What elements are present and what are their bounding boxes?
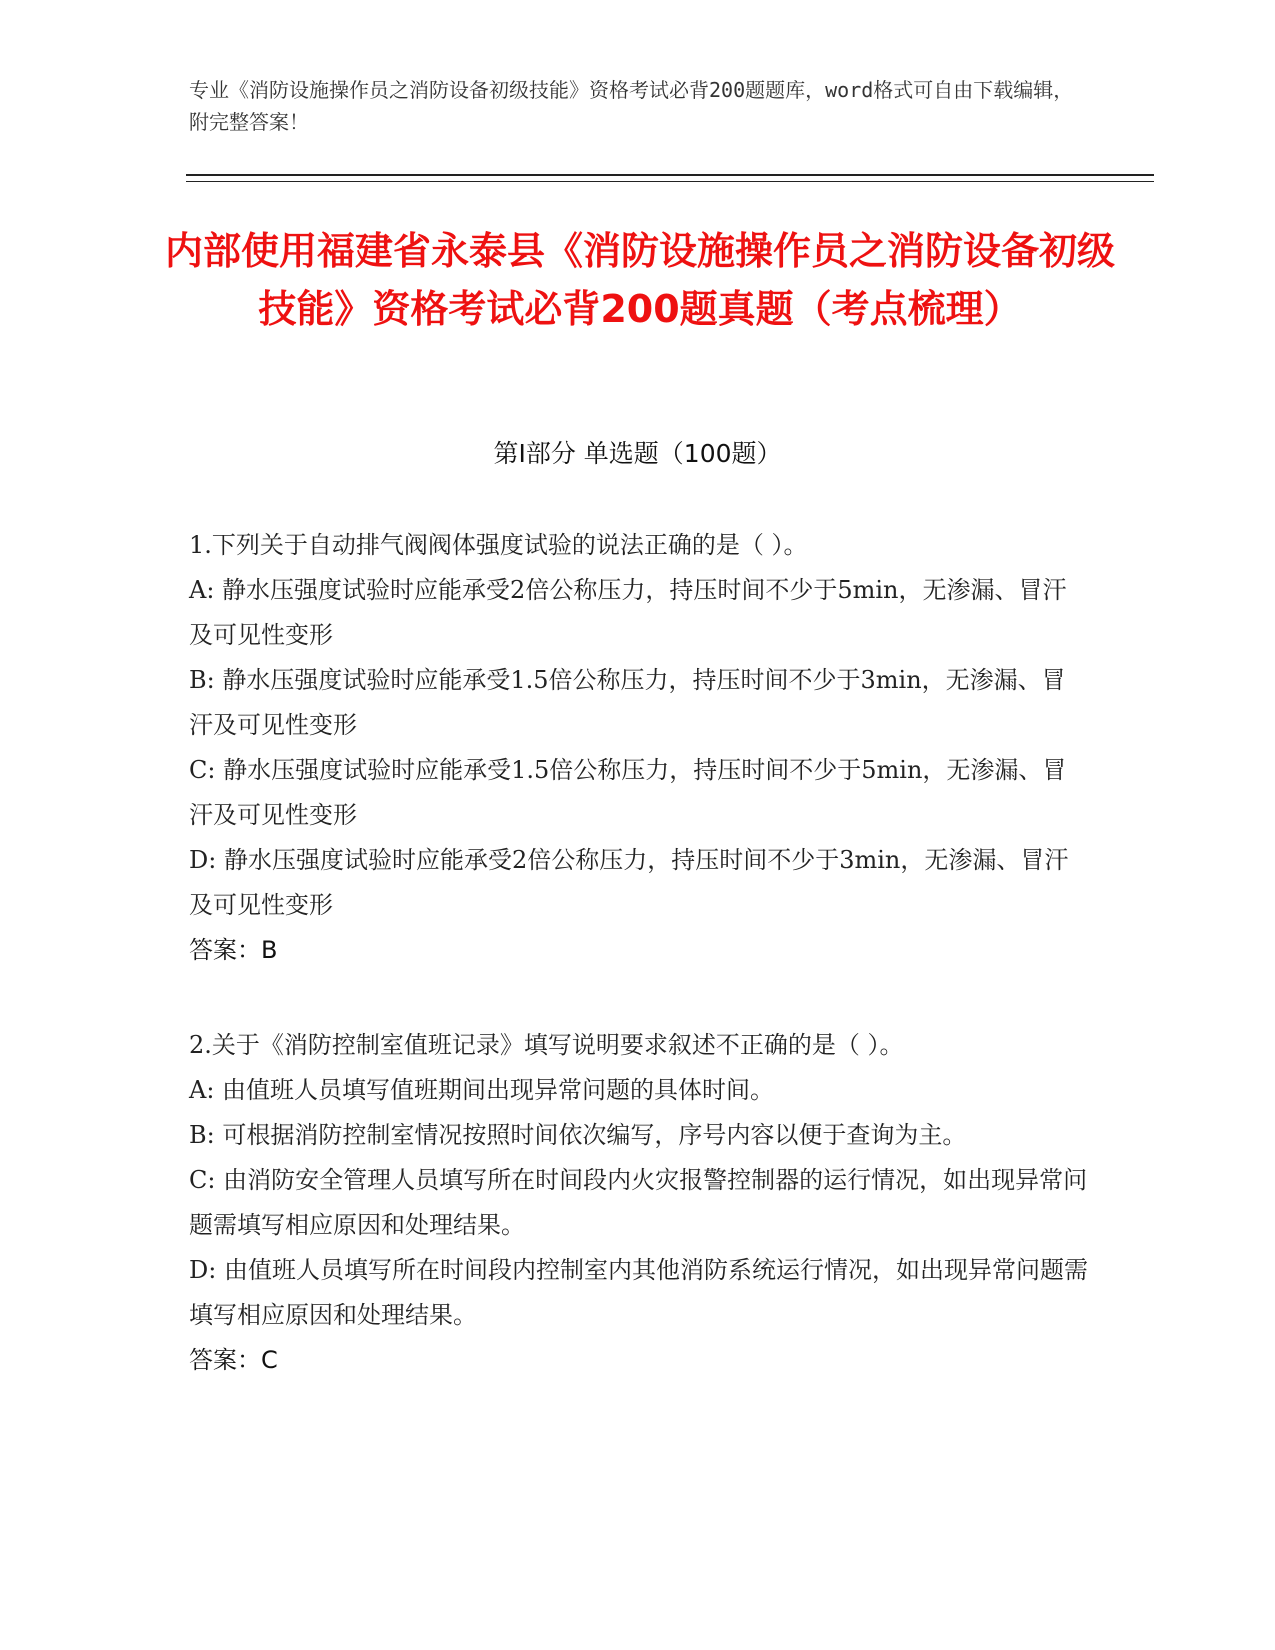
header-divider-thick: [186, 174, 1154, 176]
question-2: [189, 1023, 1089, 1383]
option-a: A: 静水压强度试验时应能承受2倍公称压力，持压时间不少于5min，无渗漏、冒汗及可见性变形: [189, 576, 1067, 649]
answer: 答案：B: [189, 936, 278, 964]
option-b: B: 静水压强度试验时应能承受1.5倍公称压力，持压时间不少于3min，无渗漏、冒汗及可见性变形: [189, 666, 1066, 739]
answer: 答案：C: [189, 1346, 278, 1374]
option-c: C: 由消防安全管理人员填写所在时间段内火灾报警控制器的运行情况，如出现异常问题需填写相应原因和处理结果。: [189, 1166, 1088, 1239]
header-note: 专业《消防设施操作员之消防设备初级技能》资格考试必背200题题库，word格式可自由下载编辑，附完整答案！: [189, 78, 1074, 134]
section-title: 第Ⅰ部分 单选题（100题）: [493, 439, 782, 468]
document-title: 内部使用福建省永泰县《消防设施操作员之消防设备初级技能》资格考试必背200题真题（考点梳理）: [164, 229, 1115, 331]
option-d: D: 由值班人员填写所在时间段内控制室内其他消防系统运行情况，如出现异常问题需填写相应原因和处理结果。: [189, 1256, 1088, 1329]
question-stem: 1.下列关于自动排气阀阀体强度试验的说法正确的是（ ）。: [189, 531, 808, 559]
option-a: A: 由值班人员填写值班期间出现异常问题的具体时间。: [189, 1076, 775, 1104]
option-d: D: 静水压强度试验时应能承受2倍公称压力，持压时间不少于3min，无渗漏、冒汗及可见性变形: [189, 846, 1069, 919]
question-stem: 2.关于《消防控制室值班记录》填写说明要求叙述不正确的是（ ）。: [189, 1031, 904, 1059]
header-divider-thin: [186, 181, 1154, 182]
option-c: C: 静水压强度试验时应能承受1.5倍公称压力，持压时间不少于5min，无渗漏、冒汗及可见性变形: [189, 756, 1067, 829]
option-b: B: 可根据消防控制室情况按照时间依次编写，序号内容以便于查询为主。: [189, 1121, 967, 1149]
question-1: [189, 523, 1089, 973]
